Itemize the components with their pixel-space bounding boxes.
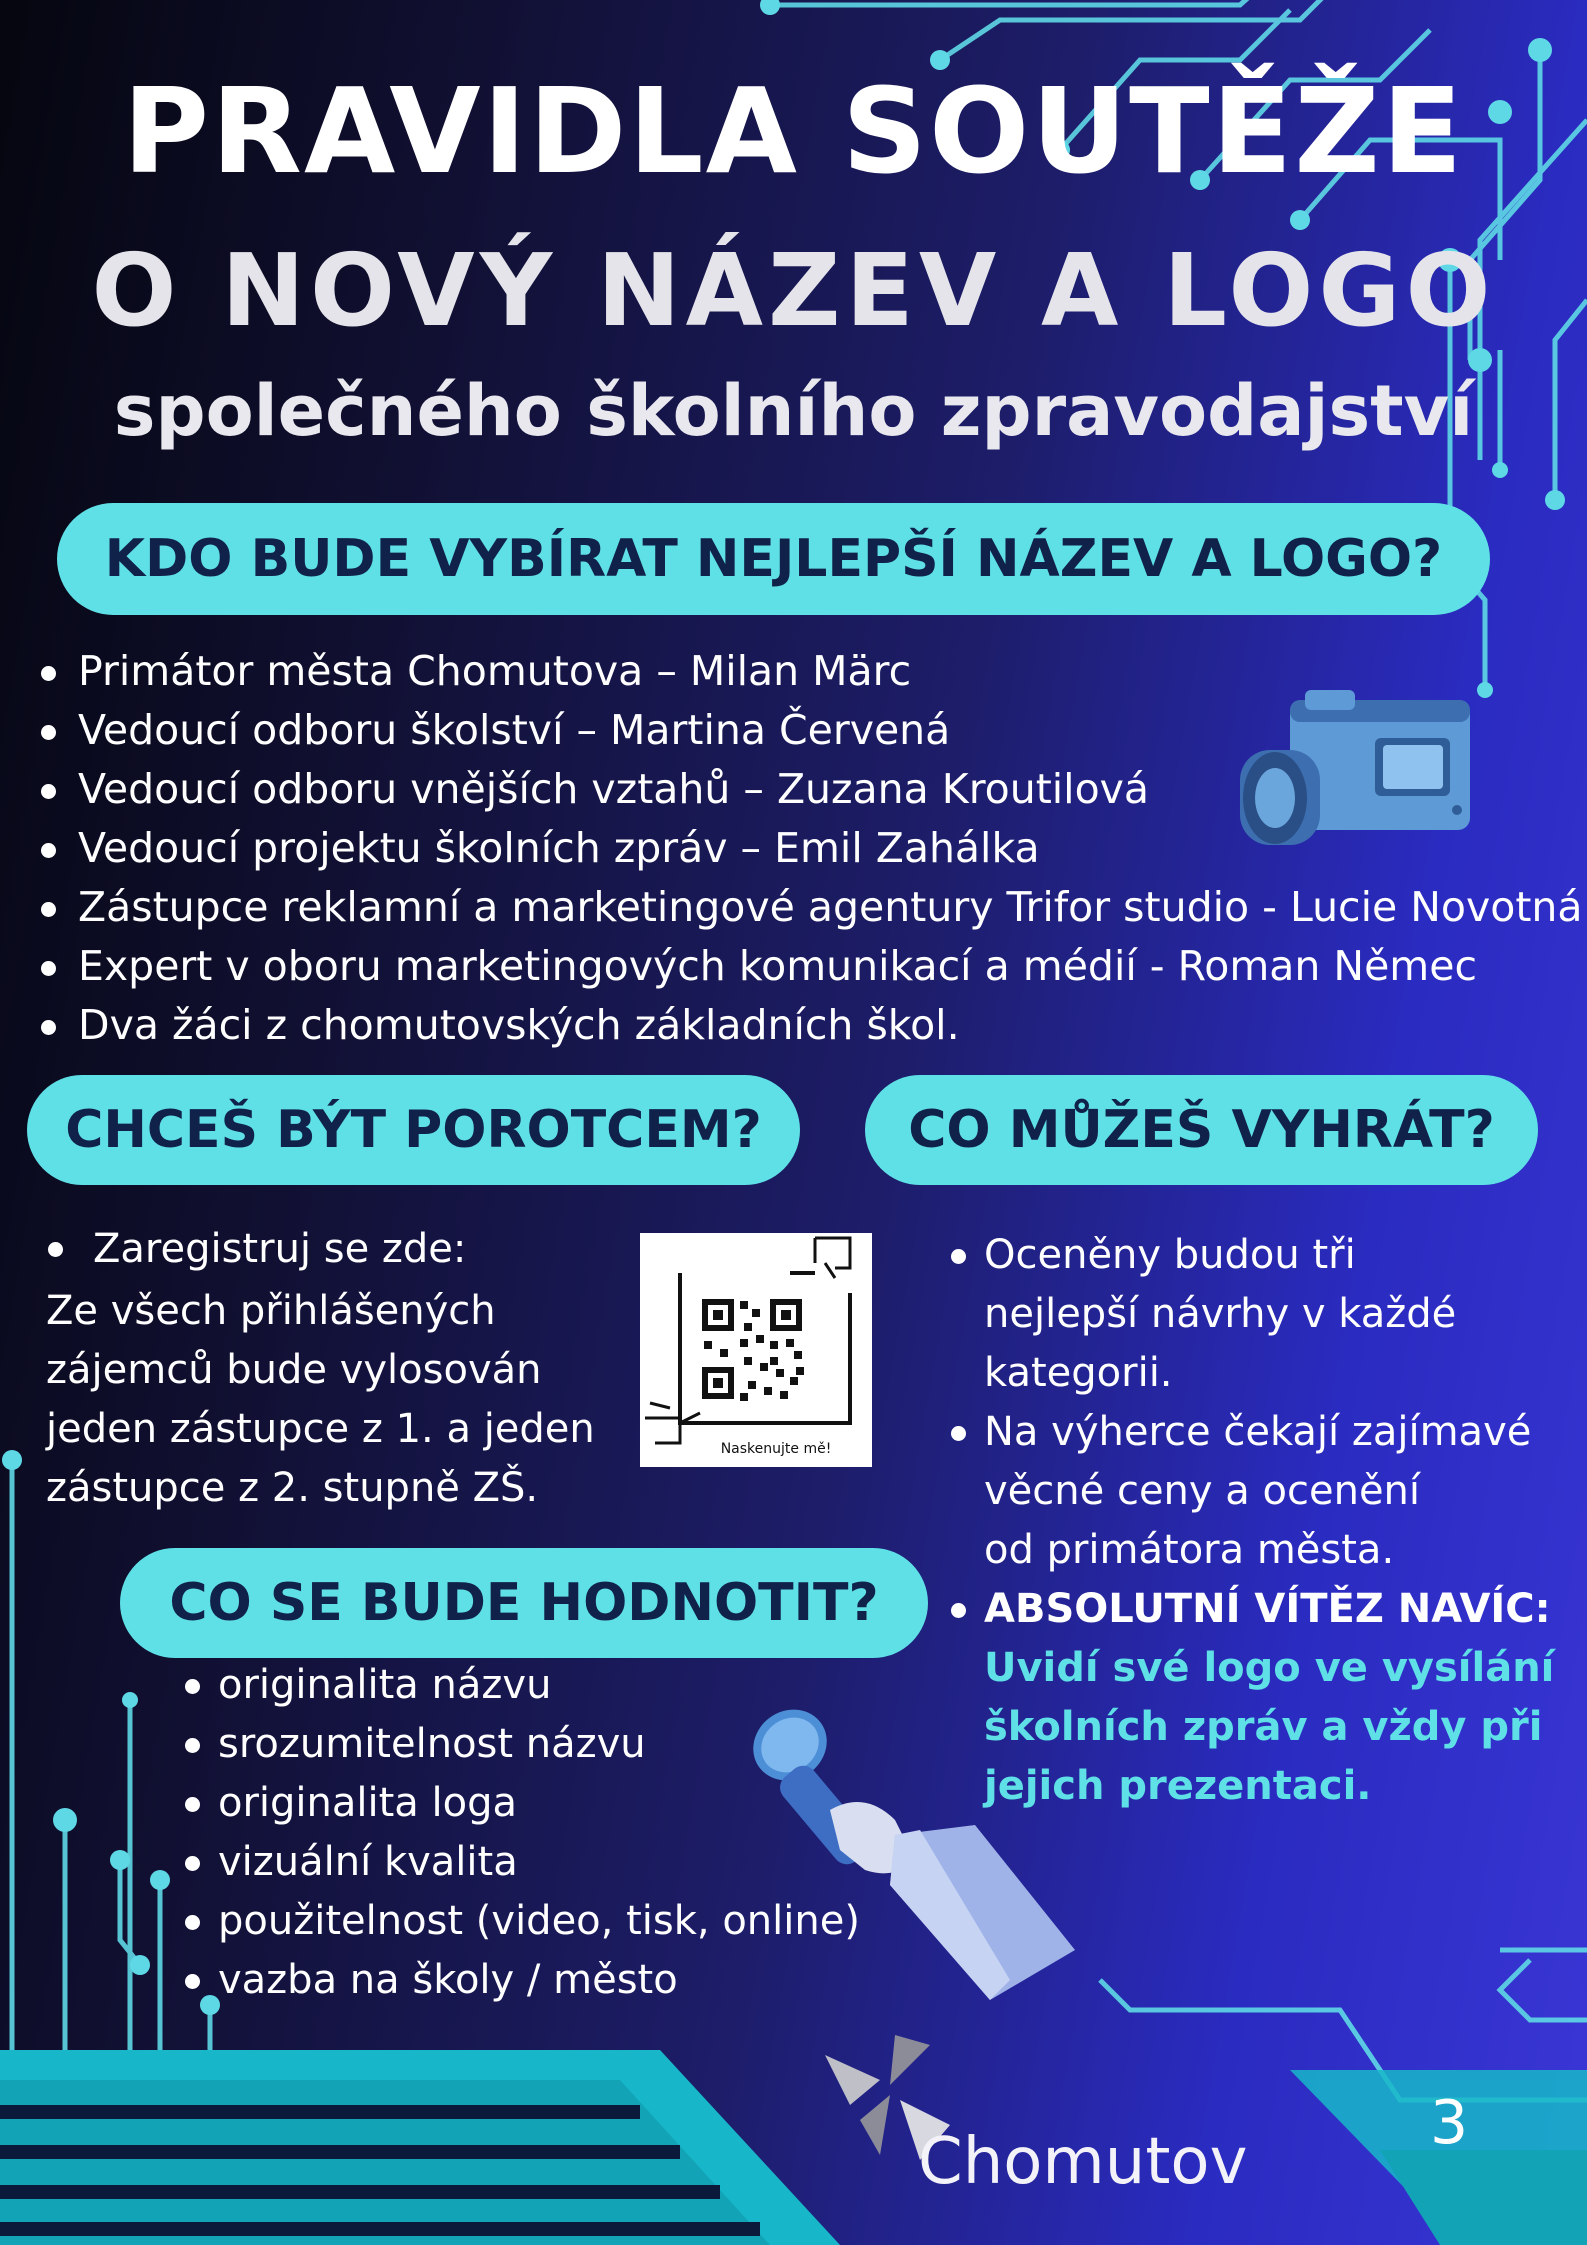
juror-list [93, 1220, 466, 1278]
title-line-1: PRAVIDLA SOUTĚŽE [122, 62, 1465, 200]
prize-text-line: nejlepší návrhy v každé [984, 1291, 1457, 1337]
video-camera-icon [1235, 690, 1485, 865]
list-item [984, 1403, 1564, 1580]
title-line-2: O NOVÝ NÁZEV A LOGO [91, 232, 1496, 349]
list-item: vazba na školy / město [218, 1951, 860, 2010]
title-line-3: společného školního zpravodajství [113, 370, 1474, 452]
prize-text-line: věcné ceny a ocenění [984, 1468, 1421, 1514]
qr-caption: Naskenujte mě! [720, 1441, 832, 1457]
chomutov-logo-text: Chomutov [918, 2125, 1248, 2199]
list-item: použitelnost (video, tisk, online) [218, 1892, 860, 1951]
prize-text-line: Na výherce čekají zajímavé [984, 1409, 1532, 1455]
list-item: Primátor města Chomutova – Milan Märc [78, 642, 1583, 701]
prize-text-line: Oceněny budou tři [984, 1232, 1356, 1278]
juror-text-line: zájemců bude vylosován [46, 1347, 542, 1393]
juror-text-line: jeden zástupce z 1. a jeden [46, 1406, 595, 1452]
prize-label: ABSOLUTNÍ VÍTĚZ NAVÍC: [984, 1586, 1551, 1632]
qr-code-icon [640, 1233, 872, 1467]
juror-text-line: Ze všech přihlášených [46, 1288, 496, 1334]
page-number: 3 [1430, 2088, 1469, 2158]
prize-text-line: kategorii. [984, 1350, 1173, 1396]
list-item: Vedoucí odboru vnějších vztahů – Zuzana Kroutilová [78, 760, 1583, 819]
evaluation-heading: CO SE BUDE HODNOTIT? [120, 1548, 928, 1658]
prize-highlight-line: školních zpráv a vždy při [984, 1704, 1543, 1750]
prize-highlight-line: jejich prezentaci. [984, 1763, 1372, 1809]
list-item: originalita loga [218, 1774, 860, 1833]
prizes-heading: CO MŮŽEŠ VYHRÁT? [865, 1075, 1538, 1185]
juror-text-line: zástupce z 2. stupně ZŠ. [46, 1465, 539, 1511]
list-item: originalita názvu [218, 1656, 860, 1715]
qr-code[interactable] [640, 1233, 872, 1467]
list-item: Expert v oboru marketingových komunikací a médií - Roman Němec [78, 937, 1583, 996]
juror-text [46, 1282, 626, 1518]
microphone-icon [745, 1700, 1075, 2020]
list-item: Zaregistruj se zde: [93, 1220, 466, 1278]
prize-text-line: od primátora města. [984, 1527, 1395, 1573]
juror-heading: CHCEŠ BÝT POROTCEM? [27, 1075, 800, 1185]
list-item [984, 1226, 1564, 1403]
list-item: vizuální kvalita [218, 1833, 860, 1892]
list-item: srozumitelnost názvu [218, 1715, 860, 1774]
list-item: Vedoucí odboru školství – Martina Červená [78, 701, 1583, 760]
prize-highlight-line: Uvidí své logo ve vysílání [984, 1645, 1555, 1691]
list-item: Zástupce reklamní a marketingové agentury Trifor studio - Lucie Novotná [78, 878, 1583, 937]
judges-heading: KDO BUDE VYBÍRAT NEJLEPŠÍ NÁZEV A LOGO? [57, 503, 1490, 615]
list-item: Vedoucí projektu školních zpráv – Emil Zahálka [78, 819, 1583, 878]
list-item: Dva žáci z chomutovských základních škol. [78, 996, 1583, 1055]
